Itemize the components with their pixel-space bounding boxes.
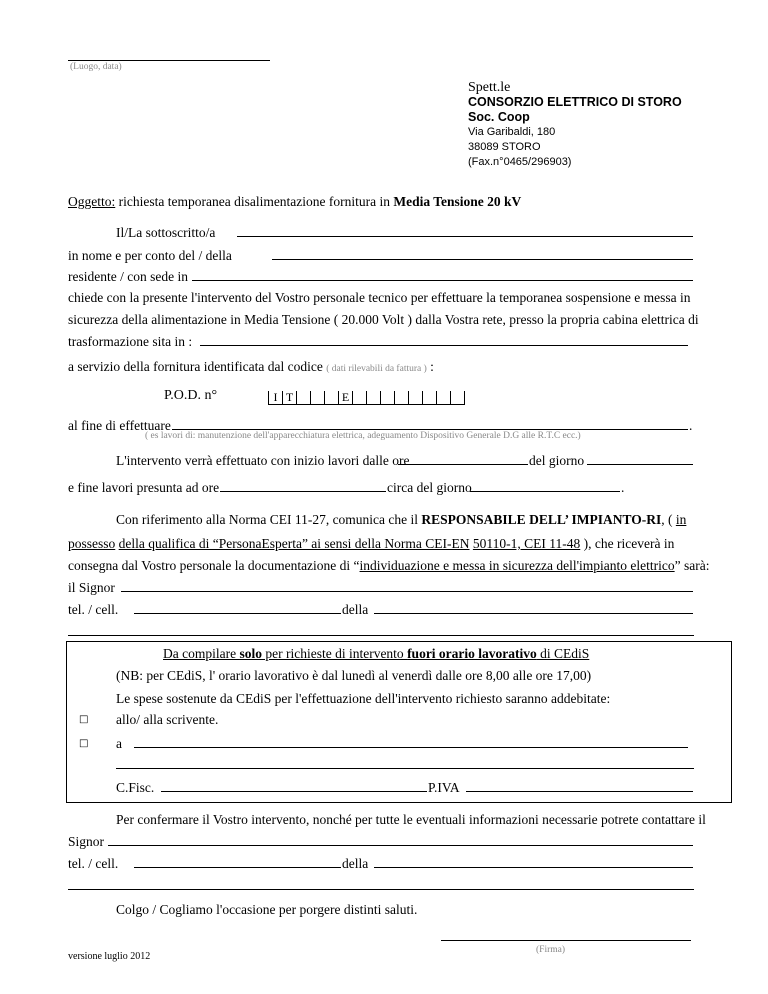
norm2-f: ), che riceverà in xyxy=(580,536,675,551)
pod-cell[interactable]: I xyxy=(268,391,282,405)
pod-cell[interactable]: E xyxy=(338,391,352,405)
tax-code-field[interactable] xyxy=(161,791,427,792)
station-label: trasformazione sita in : xyxy=(68,334,193,349)
option2-field-2[interactable] xyxy=(116,768,694,769)
on-behalf-field[interactable] xyxy=(272,259,693,260)
pod-code-grid[interactable] xyxy=(268,389,465,405)
end-day-field[interactable] xyxy=(470,491,620,492)
supply-code-line xyxy=(68,359,434,375)
pod-cell[interactable] xyxy=(310,391,324,405)
box-note: (NB: per CEdiS, l' orario lavorativo è dal lunedì al venerdì dalle ore 8,00 alle ore 17,00) xyxy=(116,668,592,683)
norm3-c: ” sarà: xyxy=(674,558,710,573)
recipient-street: Via Garibaldi, 180 xyxy=(468,126,556,138)
box-title-a: Da compilare xyxy=(163,646,240,661)
pod-cell[interactable] xyxy=(366,391,380,405)
closing-extra-line[interactable] xyxy=(68,889,694,890)
option1-checkbox[interactable]: □ xyxy=(79,714,89,725)
closing-phone-label: tel. / cell. xyxy=(68,856,119,871)
closing-phone-field[interactable] xyxy=(134,867,341,868)
norm1-d: in xyxy=(675,512,687,527)
end-dot: . xyxy=(621,480,625,495)
subject-bold: Media Tensione 20 kV xyxy=(393,194,522,209)
norm1-a: Con riferimento alla Norma CEI 11-27, comunica che il xyxy=(116,512,422,527)
recipient-name: CONSORZIO ELETTRICO DI STORO xyxy=(468,95,682,109)
purpose-label: al fine di effettuare xyxy=(68,418,171,433)
option2-label: a xyxy=(116,736,122,751)
start-hour-field[interactable] xyxy=(398,464,528,465)
phone-label: tel. / cell. xyxy=(68,602,119,617)
signature-line[interactable] xyxy=(441,940,691,941)
norm2-e: 50110-1, CEI 11-48 xyxy=(472,536,581,551)
pod-cell[interactable] xyxy=(324,391,338,405)
recipient-city: 38089 STORO xyxy=(468,141,541,153)
pod-label: P.O.D. n° xyxy=(164,388,218,403)
of-label: della xyxy=(342,602,369,617)
phone-field[interactable] xyxy=(134,613,341,614)
vat-label: P.IVA xyxy=(428,780,460,795)
station-field[interactable] xyxy=(200,345,688,346)
box-costs: Le spese sostenute da CEdiS per l'effettuazione dell'intervento richiesto saranno addebitate: xyxy=(116,691,611,706)
box-title-e: di CEdiS xyxy=(536,646,590,661)
norm-line3 xyxy=(68,558,709,574)
pod-cell[interactable] xyxy=(380,391,394,405)
recipient-fax: (Fax.n°0465/296903) xyxy=(468,156,572,168)
end-work-label: e fine lavori presunta ad ore xyxy=(68,480,220,495)
start-day-label: del giorno xyxy=(529,453,585,468)
purpose-field[interactable] xyxy=(172,429,688,430)
norm-line1 xyxy=(116,512,686,528)
norm1-b: RESPONSABILE DELL’ IMPIANTO-RI xyxy=(421,512,662,527)
subject-text: richiesta temporanea disalimentazione fornitura in xyxy=(115,194,394,209)
purpose-note: ( es lavori di: manutenzione dell'apparecchiatura elettrica, adeguamento Dispositivo Generale D.G alle R.T.C ecc.) xyxy=(145,431,581,441)
resident-label: residente / con sede in xyxy=(68,269,188,284)
start-work-label: L'intervento verrà effettuato con inizio lavori dalle ore xyxy=(116,453,410,468)
confirm-text: Per confermare il Vostro intervento, nonché per tutte le eventuali informazioni necessarie potrete contattare il xyxy=(116,812,706,827)
pod-cell[interactable] xyxy=(422,391,436,405)
pod-cell[interactable] xyxy=(450,391,464,405)
pod-cell[interactable] xyxy=(394,391,408,405)
start-day-field[interactable] xyxy=(587,464,693,465)
closing-of-field[interactable] xyxy=(374,867,693,868)
signor-field[interactable] xyxy=(121,591,693,592)
norm2-c: della qualifica di “PersonaEsperta” ai sensi della Norma CEI-EN xyxy=(118,536,470,551)
closing-signor-field[interactable] xyxy=(108,845,693,846)
recipient-name2: Soc. Coop xyxy=(468,110,530,124)
norm3-a: consegna dal Vostro personale la documentazione di “ xyxy=(68,558,360,573)
signature-label: (Firma) xyxy=(536,945,566,955)
on-behalf-label: in nome e per conto del / della xyxy=(68,248,232,263)
extra-line[interactable] xyxy=(68,635,694,636)
purpose-dot: . xyxy=(689,418,693,433)
pod-cells[interactable] xyxy=(268,391,465,405)
recipient-salutation: Spett.le xyxy=(468,80,511,95)
vat-field[interactable] xyxy=(466,791,693,792)
box-title-c: per richieste di intervento xyxy=(261,646,408,661)
pod-cell[interactable]: T xyxy=(282,391,296,405)
of-field[interactable] xyxy=(374,613,693,614)
place-date-line[interactable] xyxy=(68,60,270,61)
pod-cell[interactable] xyxy=(296,391,310,405)
norm2-a: possesso xyxy=(68,536,116,551)
end-hour-field[interactable] xyxy=(220,491,386,492)
closing-signor-label: Signor xyxy=(68,834,105,849)
pod-cell[interactable] xyxy=(408,391,422,405)
request-line2: sicurezza della alimentazione in Media Tensione ( 20.000 Volt ) dalla Vostra rete, presso la propria cabina elettrica di xyxy=(68,312,699,327)
norm1-c: , ( xyxy=(661,512,676,527)
pod-cell[interactable] xyxy=(436,391,450,405)
resident-field[interactable] xyxy=(192,280,693,281)
signor-label: il Signor xyxy=(68,580,115,595)
option2-field[interactable] xyxy=(134,747,688,748)
option2-checkbox[interactable]: □ xyxy=(79,738,89,749)
greeting: Colgo / Cogliamo l'occasione per porgere distinti saluti. xyxy=(116,902,418,917)
place-date-label: (Luogo, data) xyxy=(70,62,122,72)
option1-label: allo/ alla scrivente. xyxy=(116,712,219,727)
signer-field[interactable] xyxy=(237,236,693,237)
norm-line2 xyxy=(68,536,674,552)
end-day-label: circa del giorno xyxy=(387,480,472,495)
supply-code-colon: : xyxy=(426,359,434,374)
closing-of-label: della xyxy=(342,856,369,871)
supply-code-note: ( dati rilevabili da fattura ) xyxy=(326,364,427,374)
box-title-d: fuori orario lavorativo xyxy=(407,646,537,661)
signer-label: Il/La sottoscritto/a xyxy=(116,225,216,240)
box-title-b: solo xyxy=(239,646,262,661)
subject xyxy=(68,194,521,210)
pod-cell[interactable] xyxy=(352,391,366,405)
subject-label: Oggetto: xyxy=(68,194,116,209)
norm3-b: individuazione e messa in sicurezza dell'impianto elettrico xyxy=(359,558,675,573)
supply-code-label: a servizio della fornitura identificata dal codice xyxy=(68,359,323,374)
box-title xyxy=(163,646,589,662)
tax-code-label: C.Fisc. xyxy=(116,780,155,795)
version-label: versione luglio 2012 xyxy=(68,951,151,962)
request-line1: chiede con la presente l'intervento del Vostro personale tecnico per effettuare la temporanea sospensione e messa in xyxy=(68,290,691,305)
